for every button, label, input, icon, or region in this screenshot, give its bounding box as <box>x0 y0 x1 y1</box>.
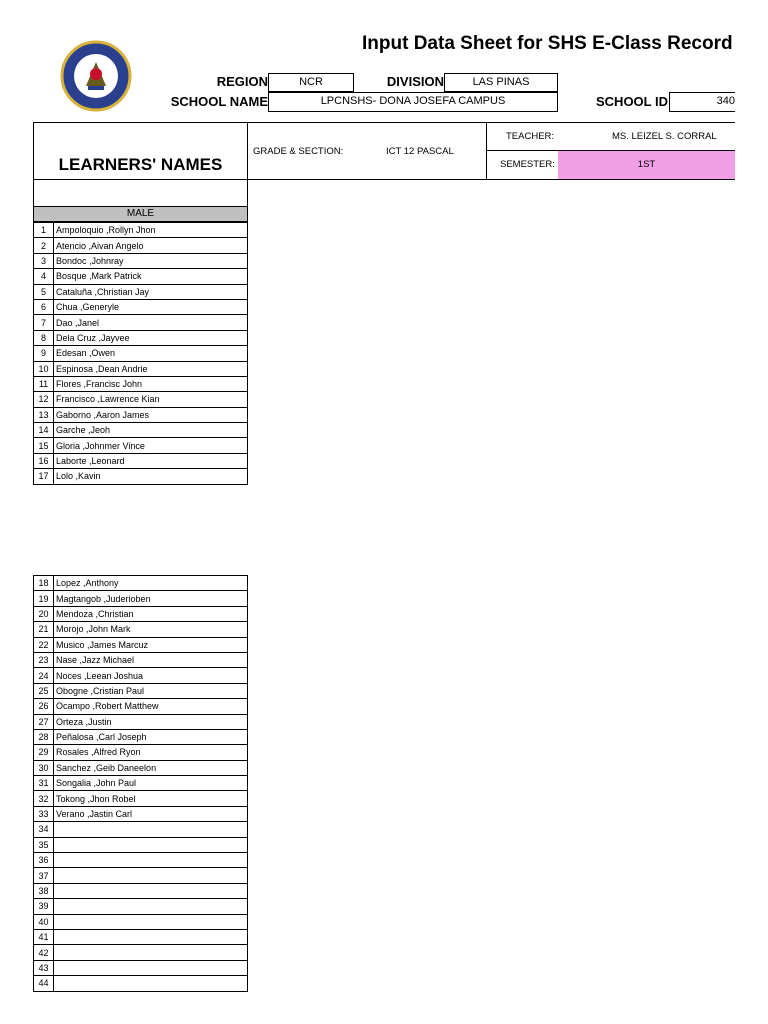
table-row <box>34 361 248 376</box>
teacher-label: TEACHER: <box>506 131 555 142</box>
table-row <box>34 714 248 729</box>
row-number: 36 <box>34 853 54 868</box>
row-number: 40 <box>34 914 54 929</box>
learner-name-cell[interactable]: Obogne ,Cristian Paul <box>54 683 248 698</box>
learner-name-cell[interactable] <box>54 914 248 929</box>
learner-name-cell[interactable] <box>54 960 248 975</box>
divider <box>486 122 487 180</box>
table-row <box>34 683 248 698</box>
table-row <box>34 837 248 852</box>
learner-name-cell[interactable]: Mendoza ,Christian <box>54 606 248 621</box>
row-number: 19 <box>34 591 54 606</box>
male-heading: MALE <box>33 206 248 222</box>
row-number: 37 <box>34 868 54 883</box>
grade-section-value[interactable]: ICT 12 PASCAL <box>386 146 454 157</box>
learner-name-cell[interactable]: Chua ,Generyle <box>54 299 248 314</box>
learner-name-cell[interactable]: Garche ,Jeoh <box>54 423 248 438</box>
division-label: DIVISION <box>386 74 444 89</box>
learner-name-cell[interactable]: Lopez ,Anthony <box>54 576 248 591</box>
row-number: 30 <box>34 760 54 775</box>
learner-name-cell[interactable] <box>54 868 248 883</box>
learners-names-heading: LEARNERS' NAMES <box>33 122 248 206</box>
table-row <box>34 883 248 898</box>
deped-seal-logo <box>52 40 140 112</box>
row-number: 4 <box>34 269 54 284</box>
table-row <box>34 284 248 299</box>
table-row <box>34 376 248 391</box>
learner-name-cell[interactable]: Noces ,Leean Joshua <box>54 668 248 683</box>
table-row <box>34 899 248 914</box>
learner-name-cell[interactable]: Peñalosa ,Carl Joseph <box>54 729 248 744</box>
learner-name-cell[interactable]: Dao ,Janel <box>54 315 248 330</box>
school-name-label: SCHOOL NAME <box>170 94 268 109</box>
learner-name-cell[interactable]: Morojo ,John Mark <box>54 622 248 637</box>
table-row <box>34 606 248 621</box>
learner-name-cell[interactable]: Musico ,James Marcuz <box>54 637 248 652</box>
learner-name-cell[interactable] <box>54 822 248 837</box>
table-row <box>34 853 248 868</box>
row-number: 6 <box>34 299 54 314</box>
table-row <box>34 945 248 960</box>
table-row <box>34 622 248 637</box>
learner-name-cell[interactable]: Bosque ,Mark Patrick <box>54 269 248 284</box>
row-number: 1 <box>34 223 54 238</box>
row-number: 32 <box>34 791 54 806</box>
learner-name-cell[interactable]: Flores ,Francisc John <box>54 376 248 391</box>
row-number: 11 <box>34 376 54 391</box>
row-number: 3 <box>34 253 54 268</box>
row-number: 9 <box>34 346 54 361</box>
semester-label: SEMESTER: <box>500 159 555 170</box>
learner-name-cell[interactable]: Bondoc ,Johnray <box>54 253 248 268</box>
table-row <box>34 591 248 606</box>
table-row <box>34 868 248 883</box>
table-row <box>34 652 248 667</box>
row-number: 43 <box>34 960 54 975</box>
table-row <box>34 238 248 253</box>
table-row <box>34 253 248 268</box>
row-number: 5 <box>34 284 54 299</box>
learner-name-cell[interactable] <box>54 945 248 960</box>
row-number: 44 <box>34 976 54 991</box>
learner-name-cell[interactable]: Songalia ,John Paul <box>54 776 248 791</box>
grade-section-label: GRADE & SECTION: <box>253 146 344 157</box>
row-number: 28 <box>34 729 54 744</box>
table-row <box>34 407 248 422</box>
row-number: 21 <box>34 622 54 637</box>
learner-name-cell[interactable]: Verano ,Jastin Carl <box>54 806 248 821</box>
learner-name-cell[interactable] <box>54 899 248 914</box>
table-row <box>34 315 248 330</box>
learner-name-cell[interactable]: Rosales ,Alfred Ryon <box>54 745 248 760</box>
learner-name-cell[interactable]: Gloria ,Johnmer Vince <box>54 438 248 453</box>
row-number: 20 <box>34 606 54 621</box>
learner-name-cell[interactable]: Nase ,Jazz Michael <box>54 652 248 667</box>
learner-name-cell[interactable] <box>54 837 248 852</box>
row-number: 18 <box>34 576 54 591</box>
row-number: 31 <box>34 776 54 791</box>
row-number: 7 <box>34 315 54 330</box>
table-row <box>34 960 248 975</box>
learner-name-cell[interactable]: Cataluña ,Christian Jay <box>54 284 248 299</box>
row-number: 26 <box>34 699 54 714</box>
division-field[interactable]: LAS PINAS <box>444 73 558 92</box>
table-row <box>34 637 248 652</box>
row-number: 39 <box>34 899 54 914</box>
table-row <box>34 976 248 991</box>
table-row <box>34 745 248 760</box>
learner-name-cell[interactable] <box>54 883 248 898</box>
learner-name-cell[interactable]: Gaborno ,Aaron James <box>54 407 248 422</box>
row-number: 38 <box>34 883 54 898</box>
table-row <box>34 438 248 453</box>
teacher-value[interactable]: MS. LEIZEL S. CORRAL <box>612 131 717 142</box>
region-label: REGION <box>216 74 268 89</box>
learner-name-cell[interactable]: Dela Cruz ,Jayvee <box>54 330 248 345</box>
table-row <box>34 806 248 821</box>
table-row <box>34 269 248 284</box>
table-row <box>34 346 248 361</box>
table-row <box>34 776 248 791</box>
table-row <box>34 469 248 484</box>
learner-name-cell[interactable] <box>54 853 248 868</box>
table-row <box>34 668 248 683</box>
row-number: 10 <box>34 361 54 376</box>
learner-name-cell[interactable]: Laborte ,Leonard <box>54 453 248 468</box>
learner-name-cell[interactable]: Atencio ,Aivan Angelo <box>54 238 248 253</box>
school-id-field[interactable]: 340 <box>669 92 735 112</box>
school-name-field[interactable]: LPCNSHS- DONA JOSEFA CAMPUS <box>268 92 558 112</box>
row-number: 35 <box>34 837 54 852</box>
table-row <box>34 423 248 438</box>
row-number: 14 <box>34 423 54 438</box>
row-number: 2 <box>34 238 54 253</box>
learner-name-cell[interactable]: Ampoloquio ,Rollyn Jhon <box>54 223 248 238</box>
learner-name-cell[interactable] <box>54 929 248 944</box>
table-row <box>34 791 248 806</box>
table-row <box>34 729 248 744</box>
learner-name-cell[interactable] <box>54 976 248 991</box>
table-row <box>34 392 248 407</box>
row-number: 15 <box>34 438 54 453</box>
row-number: 22 <box>34 637 54 652</box>
row-number: 13 <box>34 407 54 422</box>
learner-name-cell[interactable]: Sanchez ,Geib Daneelon <box>54 760 248 775</box>
table-row <box>34 822 248 837</box>
school-id-label: SCHOOL ID <box>596 94 668 109</box>
semester-value[interactable]: 1ST <box>558 151 735 179</box>
table-row <box>34 760 248 775</box>
table-row <box>34 223 248 238</box>
learner-name-cell[interactable]: Orteza ,Justin <box>54 714 248 729</box>
learners-table-male-2 <box>33 575 248 992</box>
region-field[interactable]: NCR <box>268 73 354 92</box>
table-row <box>34 576 248 591</box>
row-number: 34 <box>34 822 54 837</box>
learner-name-cell[interactable]: Espinosa ,Dean Andrie <box>54 361 248 376</box>
row-number: 33 <box>34 806 54 821</box>
table-row <box>34 699 248 714</box>
table-row <box>34 330 248 345</box>
row-number: 17 <box>34 469 54 484</box>
row-number: 16 <box>34 453 54 468</box>
table-row <box>34 299 248 314</box>
learners-table-male-1 <box>33 222 248 485</box>
learner-name-cell[interactable]: Tokong ,Jhon Robel <box>54 791 248 806</box>
row-number: 41 <box>34 929 54 944</box>
row-number: 24 <box>34 668 54 683</box>
table-row <box>34 914 248 929</box>
learner-name-cell[interactable]: Edesan ,Owen <box>54 346 248 361</box>
row-number: 23 <box>34 652 54 667</box>
row-number: 42 <box>34 945 54 960</box>
table-row <box>34 929 248 944</box>
row-number: 8 <box>34 330 54 345</box>
page-title: Input Data Sheet for SHS E-Class Record <box>362 33 733 54</box>
table-row <box>34 453 248 468</box>
row-number: 12 <box>34 392 54 407</box>
learner-name-cell[interactable]: Magtangob ,Juderioben <box>54 591 248 606</box>
learner-name-cell[interactable]: Lolo ,Kavin <box>54 469 248 484</box>
row-number: 29 <box>34 745 54 760</box>
learner-name-cell[interactable]: Ocampo ,Robert Matthew <box>54 699 248 714</box>
row-number: 25 <box>34 683 54 698</box>
learner-name-cell[interactable]: Francisco ,Lawrence Kian <box>54 392 248 407</box>
row-number: 27 <box>34 714 54 729</box>
